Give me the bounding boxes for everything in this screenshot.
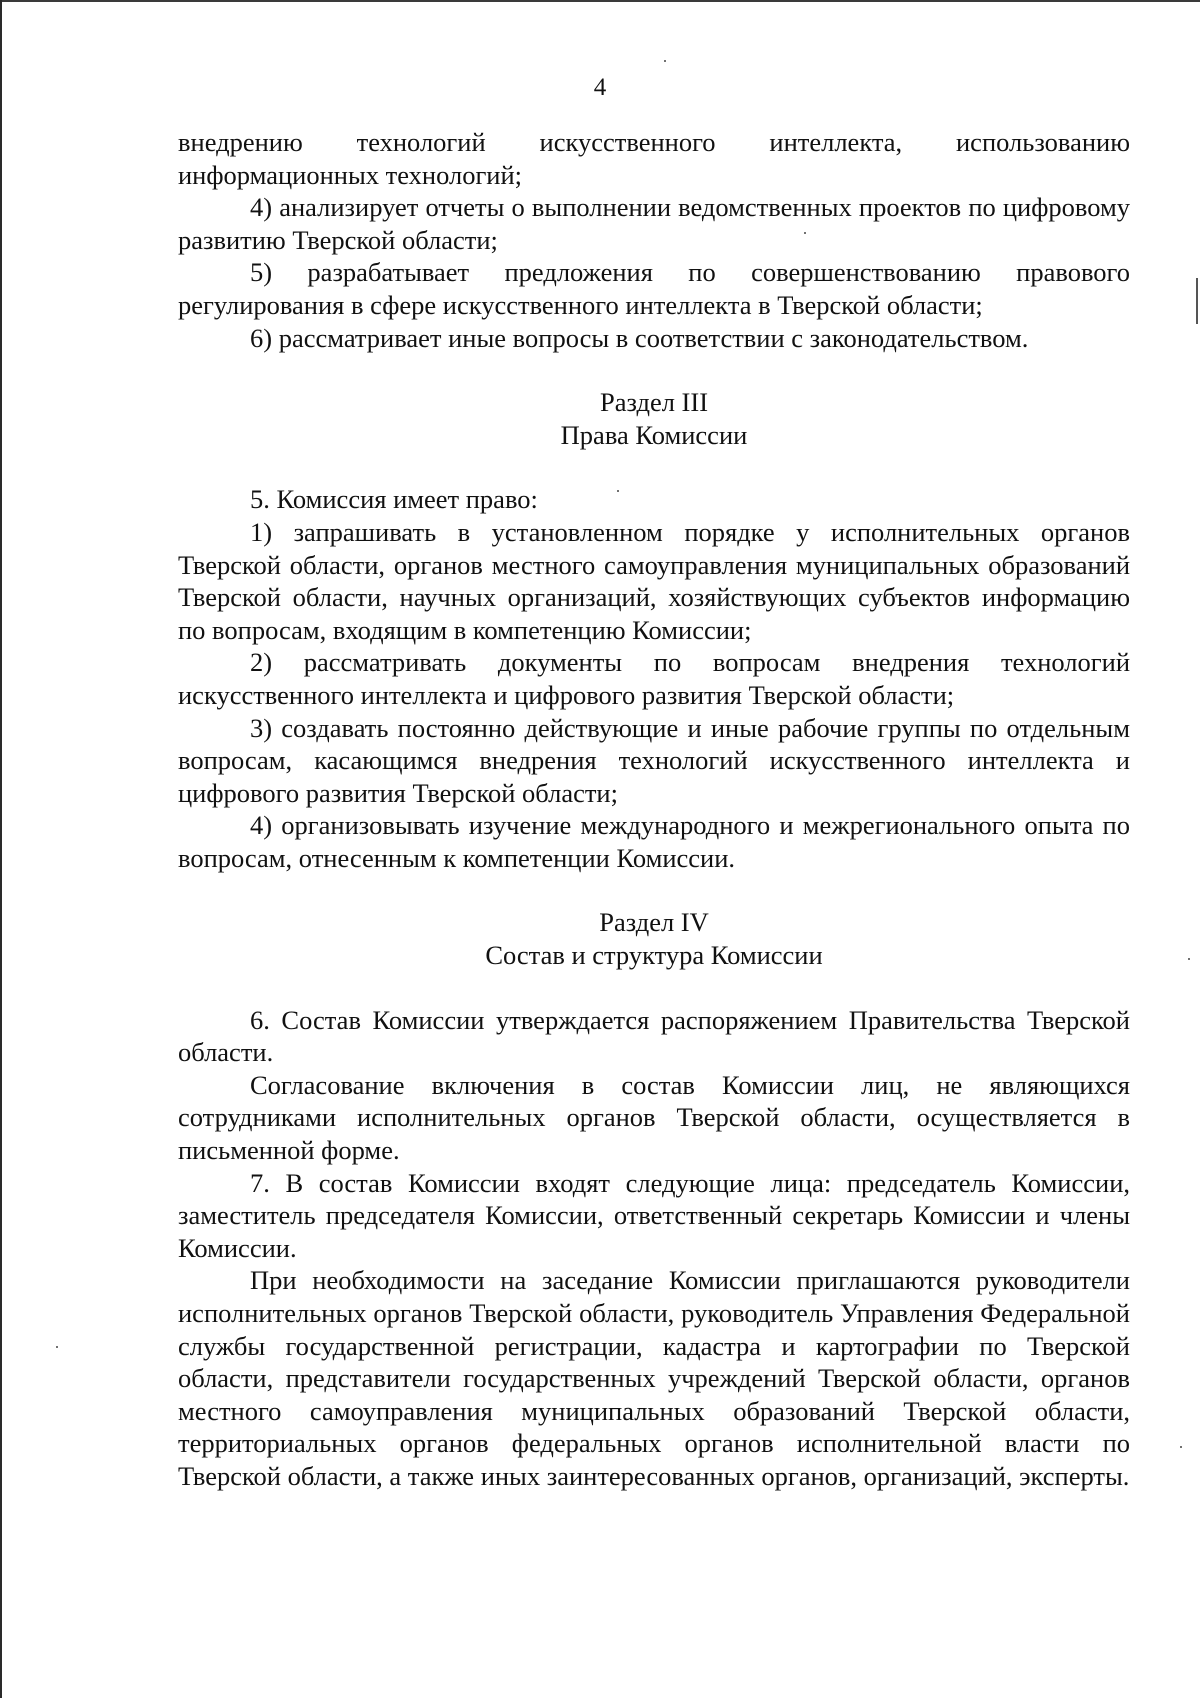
scan-right-mark [1196,278,1198,324]
clause-5-item-4: 4) организовывать изучение международного и межрегионального опыта по вопросам, отнесенным к компетенции Комиссии. [178,810,1130,873]
scan-speck [56,1346,58,1348]
scan-speck [1188,958,1190,960]
clause-6-agreement: Согласование включения в состав Комиссии лиц, не являющихся сотрудниками исполнительных органов Тверской области, осуществляется в письменной форме. [178,1069,1130,1166]
section-4-label: Раздел IV [599,907,709,938]
scan-speck [1180,1446,1182,1448]
clause-5-item-1: 1) запрашивать в установленном порядке у исполнительных органов Тверской области, органов местного самоуправления муниципальных образований Тверской области, научных организаций, хозяйствующих субъектов информацию по вопросам, входящим в компетенцию Комиссии; [178,516,1130,645]
section-3-title: Права Комиссии [560,419,748,450]
scan-left-edge [0,0,2,1698]
section-3-label: Раздел III [599,387,709,418]
page-number: 4 [593,74,607,101]
clause-7-invitees: При необходимости на заседание Комиссии приглашаются руководители исполнительных органов Тверской области, руководитель Управления Федеральной службы государственной регистрации, кадастра и картографии по Тверской области, представители государственных учреждений Тверской области, органов местного самоуправления муниципальных образований Тверской области, территориальных органов федеральных органов исполнительной власти по Тверской области, а также иных заинтересованных органов, организаций, эксперты. [178,1265,1130,1491]
clause-6: 6. Состав Комиссии утверждается распоряжением Правительства Тверской области. [178,1004,1130,1068]
section-4-title: Состав и структура Комиссии [485,940,823,971]
clause-5-item-2: 2) рассматривать документы по вопросам внедрения технологий искусственного интеллекта и цифрового развития Тверской области; [178,647,1130,710]
list-item-5-proposals: 5) разрабатывает предложения по совершенствованию правового регулирования в сфере искусственного интеллекта в Тверской области; [178,257,1130,320]
scan-top-edge [0,0,1200,2]
scan-speck [664,60,666,62]
clause-5-item-3: 3) создавать постоянно действующие и иные рабочие группы по отдельным вопросам, касающимся внедрения технологий искусственного интеллекта и цифрового развития Тверской области; [178,712,1130,808]
list-item-6-other: 6) рассматривает иные вопросы в соответствии с законодательством. [250,322,1029,353]
clause-5: 5. Комиссия имеет право: [250,484,538,515]
list-item-4-reports: 4) анализирует отчеты о выполнении ведомственных проектов по цифровому развитию Тверской области; [178,192,1130,255]
clause-7: 7. В состав Комиссии входят следующие лица: председатель Комиссии, заместитель председателя Комиссии, ответственный секретарь Комиссии и члены Комиссии. [178,1167,1130,1263]
paragraph-continuation: внедрению технологий искусственного интеллекта, использованию информационных технологий; [178,127,1130,190]
document-body [178,126,1130,1493]
